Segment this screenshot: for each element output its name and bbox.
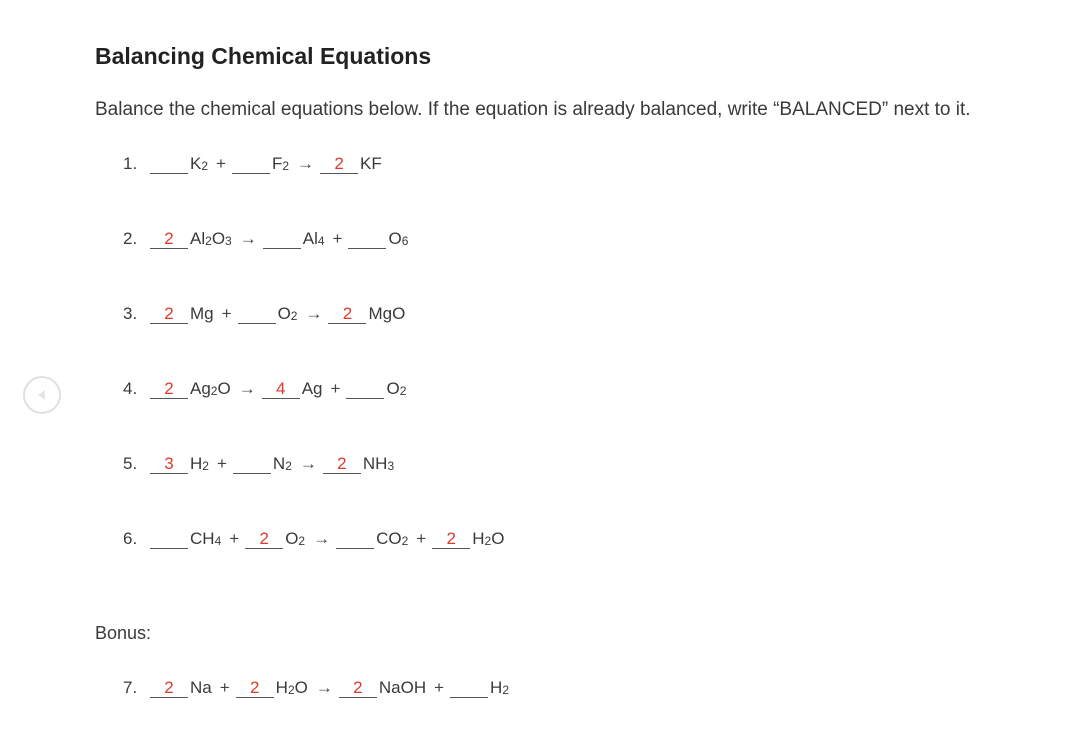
coefficient-blank[interactable]: 2 (245, 529, 283, 549)
chemical-formula (376, 529, 408, 549)
operator: + (434, 678, 445, 697)
formula-subscript: 2 (282, 159, 290, 173)
formula-subscript: 2 (290, 309, 298, 323)
chemical-formula (190, 379, 231, 399)
coefficient-blank[interactable] (450, 678, 488, 698)
chemical-formula (272, 154, 289, 174)
formula-element: O (217, 379, 231, 398)
chemical-formula (273, 454, 292, 474)
operator: + (416, 529, 427, 548)
formula-subscript: 2 (205, 234, 212, 248)
coefficient-blank[interactable]: 2 (150, 379, 188, 399)
formula-subscript: 4 (214, 534, 222, 548)
previous-page-button[interactable] (23, 376, 61, 414)
chemical-formula (190, 304, 214, 324)
operator: → (313, 529, 331, 548)
chemical-formula (379, 678, 426, 698)
equation-3 (123, 298, 407, 324)
chemical-formula (276, 678, 308, 698)
formula-element: CH (190, 529, 215, 548)
formula-element: H (190, 454, 203, 473)
equation-number: 1. (123, 154, 138, 173)
chemical-formula (190, 529, 221, 549)
equation-7 (123, 672, 511, 698)
formula-element: O (386, 379, 400, 398)
formula-subscript: 2 (287, 683, 295, 697)
chemical-formula (190, 454, 209, 474)
equation-number: 7. (123, 678, 138, 697)
formula-element: H (275, 678, 288, 697)
formula-element: Mg (190, 304, 214, 323)
coefficient-blank[interactable] (263, 229, 301, 249)
formula-subscript: 2 (210, 384, 218, 398)
coefficient-blank[interactable]: 2 (150, 229, 188, 249)
coefficient-blank[interactable]: 3 (150, 454, 188, 474)
formula-element: O (294, 678, 308, 697)
coefficient-blank[interactable]: 2 (328, 304, 366, 324)
operator: + (219, 678, 230, 697)
operator: → (239, 229, 257, 248)
chemical-formula (386, 379, 406, 399)
operator: + (332, 229, 343, 248)
bonus-label: Bonus: (95, 623, 152, 643)
page-title: Balancing Chemical Equations (95, 43, 432, 69)
operator: → (238, 379, 256, 398)
formula-subscript: 2 (484, 534, 492, 548)
formula-element: CO (376, 529, 402, 548)
formula-element: Ag (301, 379, 323, 398)
chemical-formula (490, 678, 509, 698)
coefficient-blank[interactable] (232, 154, 270, 174)
equation-number: 5. (123, 454, 138, 473)
operator: → (305, 304, 323, 323)
coefficient-blank[interactable] (233, 454, 271, 474)
chemical-formula (190, 154, 208, 174)
formula-element: O (277, 304, 291, 323)
formula-subscript: 2 (201, 159, 209, 173)
coefficient-blank[interactable]: 2 (236, 678, 274, 698)
operator: + (221, 304, 232, 323)
coefficient-blank[interactable] (150, 529, 188, 549)
coefficient-blank[interactable]: 2 (432, 529, 470, 549)
formula-element: MgO (368, 304, 406, 323)
equation-5 (123, 448, 396, 474)
coefficient-blank[interactable]: 2 (320, 154, 358, 174)
formula-element: O (211, 229, 226, 248)
equation-4 (123, 373, 408, 399)
formula-element: O (491, 529, 505, 548)
formula-element: Al (190, 229, 206, 248)
chemical-formula (368, 304, 405, 324)
formula-element: Al (302, 229, 318, 248)
coefficient-blank[interactable]: 4 (262, 379, 300, 399)
formula-element: KF (360, 154, 382, 173)
operator: + (229, 529, 240, 548)
chemical-formula (388, 229, 408, 249)
formula-element: H (472, 529, 485, 548)
operator: + (330, 379, 341, 398)
formula-subscript: 2 (285, 459, 292, 473)
operator: → (315, 678, 333, 697)
coefficient-blank[interactable]: 2 (150, 678, 188, 698)
coefficient-blank[interactable] (336, 529, 374, 549)
formula-element: K (190, 154, 202, 173)
coefficient-blank[interactable]: 2 (323, 454, 361, 474)
formula-subscript: 2 (202, 459, 209, 473)
formula-element: H (490, 678, 503, 697)
coefficient-blank[interactable] (346, 379, 384, 399)
chemical-formula (278, 304, 298, 324)
formula-subscript: 2 (401, 534, 409, 548)
formula-subscript: 2 (502, 683, 510, 697)
equation-6 (123, 523, 506, 549)
chemical-formula (363, 454, 394, 474)
formula-subscript: 2 (298, 534, 306, 548)
formula-element: O (285, 529, 299, 548)
formula-element: NH (362, 454, 388, 473)
chemical-formula (302, 379, 323, 399)
formula-subscript: 3 (387, 459, 395, 473)
chevron-left-icon (35, 388, 49, 402)
equation-1 (123, 148, 384, 174)
equation-2 (123, 223, 410, 249)
operator: + (216, 154, 226, 173)
coefficient-blank[interactable]: 2 (339, 678, 377, 698)
chemical-formula (472, 529, 504, 549)
coefficient-blank[interactable] (348, 229, 386, 249)
formula-element: NaOH (378, 678, 427, 697)
formula-element: N (272, 454, 286, 473)
equation-number: 6. (123, 529, 138, 548)
formula-element: O (388, 229, 402, 248)
operator: → (297, 154, 315, 173)
coefficient-blank[interactable]: 2 (150, 304, 188, 324)
formula-element: Ag (190, 379, 211, 398)
formula-subscript: 6 (401, 234, 409, 248)
coefficient-blank[interactable] (238, 304, 276, 324)
chemical-formula (190, 678, 212, 698)
formula-subscript: 3 (225, 234, 232, 248)
chemical-formula (303, 229, 325, 249)
formula-subscript: 4 (317, 234, 325, 248)
coefficient-blank[interactable] (150, 154, 188, 174)
equation-number: 2. (123, 229, 138, 248)
formula-element: Na (190, 678, 212, 697)
formula-element: F (271, 154, 283, 173)
chemical-formula (285, 529, 305, 549)
operator: → (299, 454, 317, 473)
chemical-formula (360, 154, 382, 174)
equation-number: 3. (123, 304, 138, 323)
operator: + (216, 454, 227, 473)
formula-subscript: 2 (399, 384, 407, 398)
chemical-formula (190, 229, 232, 249)
equation-number: 4. (123, 379, 138, 398)
instructions-text: Balance the chemical equations below. If the equation is already balanced, write “BALANCED” next to it. (95, 99, 971, 120)
